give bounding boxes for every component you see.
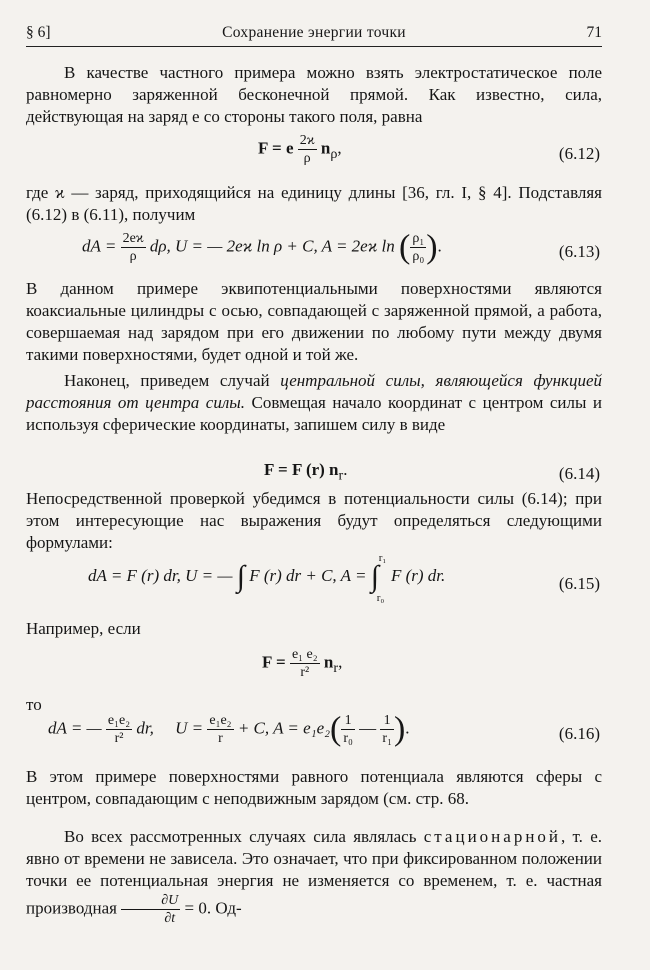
fraction: $\frac{2ϰ}{\rho}$: [299, 133, 315, 166]
paragraph-2: где ϰ — заряд, приходящийся на единицу длины [36, гл. I, § 4]. Подставляя (6.12) в (6.11), получим: [26, 183, 602, 224]
section-ref: § 6]: [26, 24, 51, 41]
equation-6-16: dA = — $\frac{\text{e₁e₂}}{\text{r²}}$ dr, U = $\frac{\text{e₁e₂}}{r}$ + C, A = e₁e₂( $\frac{1}{\text{r₀}}$ — $\frac{1}{\text{r₁}}$ ). (6.16): [48, 710, 600, 748]
fraction: $\frac{1}{\text{r₀}}$: [343, 713, 353, 746]
equation-number: (6.15): [558, 574, 600, 593]
partial-derivative: $\frac{\partial U}{\partial t}$: [121, 892, 180, 927]
paragraph-5: Непосредственной проверкой убедимся в потенциальности силы (6.14); при этом интересующие нас выражения будут определяться следующими формулами:: [26, 489, 602, 552]
spaced-emphasis: стационарной: [423, 827, 562, 846]
fraction: $\frac{\text{e₁e₂}}{r}$: [209, 713, 232, 746]
paragraph-3: В данном примере эквипотенциальными поверхностями являются коаксиальные цилиндры с осью, совпадающей с заряженной прямой, а работа, совершаемая над зарядом при его движении по любому пути между двумя такими поверхностями, будет одной и той же.: [26, 279, 602, 364]
paragraph-6: Например, если: [26, 619, 141, 638]
paragraph-8: В этом примере поверхностями равного потенциала являются сферы с центром, совпадающим с неподвижным зарядом (см. стр. 68.: [26, 767, 602, 808]
paragraph-1: В качестве частного примера можно взять электростатическое поле равномерно заряженной бесконечной прямой. Как известно, сила, действующая на заряд e со стороны такого поля, равна: [26, 63, 602, 126]
equation-number: (6.16): [558, 724, 600, 743]
paragraph-9: Во всех рассмотренных случаях сила являлась стационарной, т. е. явно от времени не зависела. Это означает, что при фиксированном положении точки ее потенциальная энергия не изменяется со временем, т. е. частная производная $\frac{\partial U}{\partial t}$ = 0. Од-: [26, 827, 602, 926]
running-header: [26, 20, 602, 47]
equation-number: (6.14): [558, 464, 600, 483]
equation-6-15: dA = F (r) dr, U = — ∫ F (r) dr + C, A = ∫ r₁ r₀ F (r) dr. (6.15): [88, 552, 600, 604]
running-title: Сохранение энергии точки: [222, 24, 406, 41]
fraction: $\frac{\text{e₁ e₂}}{\text{r²}}$: [291, 647, 318, 680]
equation-6-13: dA = $\frac{2eϰ}{\rho}$ dρ, U = — 2eϰ ln ρ + C, A = 2eϰ ln ( $\frac{\text{ρ₁}}{\text{ρ₀}}$ ). (6.13): [82, 228, 600, 266]
fraction: $\frac{2eϰ}{\rho}$: [122, 231, 144, 264]
fraction: $\frac{\text{e₁e₂}}{\text{r²}}$: [107, 713, 131, 746]
equation-number: (6.13): [558, 242, 600, 261]
paragraph-4: Наконец, приведем случай центральной силы, являющейся функцией расстояния от центра силы. Совмещая начало координат с центром силы и используя сферические координаты, запишем силу в виде: [26, 371, 603, 434]
page-number: 71: [586, 24, 602, 41]
equation-force: F = $\frac{\text{e₁ e₂}}{\text{r²}}$ $n_r$,: [262, 647, 343, 680]
equation-6-14: F = F (r) $n_r$. (6.14): [264, 460, 600, 484]
equation-6-12: F = e $\frac{2ϰ}{\rho}$ $n_\rho$, (6.12): [258, 133, 600, 166]
equation-number: (6.12): [558, 144, 600, 163]
fraction: $\frac{\text{ρ₁}}{\text{ρ₀}}$: [412, 231, 425, 264]
paragraph-7: то: [26, 695, 42, 714]
fraction: $\frac{1}{\text{r₁}}$: [382, 713, 392, 746]
emphasis: центральной силы, являющейся функцией расстояния от центра силы.: [26, 371, 602, 412]
